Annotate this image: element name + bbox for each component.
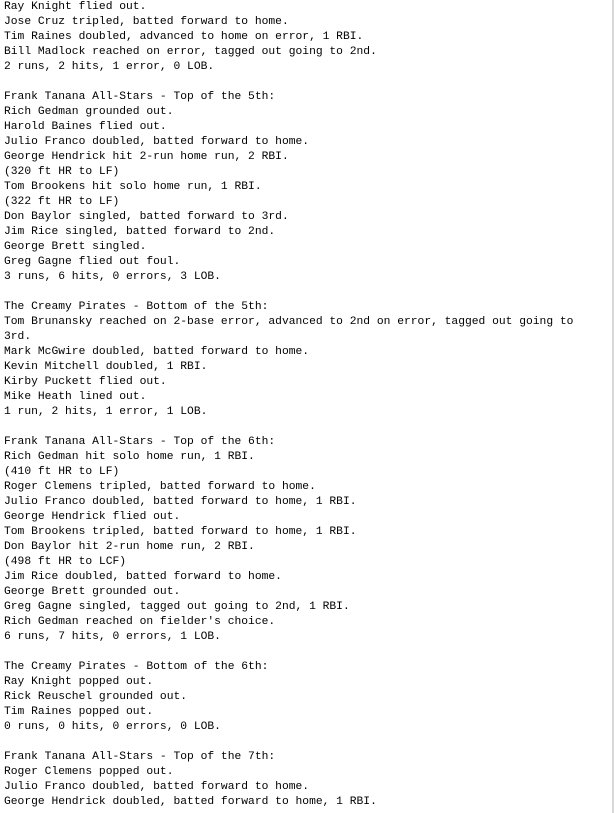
log-line: 2 runs, 2 hits, 1 error, 0 LOB. bbox=[4, 61, 215, 73]
log-line: Frank Tanana All-Stars - Top of the 5th: bbox=[4, 91, 276, 103]
log-line: Roger Clemens tripled, batted forward to home. bbox=[4, 481, 316, 493]
log-line: George Hendrick hit 2-run home run, 2 RBI. bbox=[4, 151, 289, 163]
log-line: Julio Franco doubled, batted forward to home. bbox=[4, 136, 310, 148]
log-line: George Hendrick flied out. bbox=[4, 511, 181, 523]
log-line: Tim Raines doubled, advanced to home on error, 1 RBI. bbox=[4, 31, 364, 43]
log-line: George Brett singled. bbox=[4, 241, 147, 253]
log-line: Tim Raines popped out. bbox=[4, 706, 154, 718]
log-line: Kirby Puckett flied out. bbox=[4, 376, 167, 388]
log-line: Tom Brunansky reached on 2-base error, advanced to 2nd on error, tagged out going to bbox=[4, 316, 574, 328]
log-line: Greg Gagne singled, tagged out going to 2nd, 1 RBI. bbox=[4, 601, 350, 613]
log-line: Rick Reuschel grounded out. bbox=[4, 691, 188, 703]
log-line: Tom Brookens hit solo home run, 1 RBI. bbox=[4, 181, 262, 193]
log-line: Greg Gagne flied out foul. bbox=[4, 256, 181, 268]
play-by-play-log bbox=[4, 0, 610, 810]
log-line: Bill Madlock reached on error, tagged out going to 2nd. bbox=[4, 46, 377, 58]
blank-line bbox=[4, 735, 610, 750]
log-line: Rich Gedman hit solo home run, 1 RBI. bbox=[4, 451, 255, 463]
log-line: Julio Franco doubled, batted forward to home. bbox=[4, 781, 310, 793]
log-line: (498 ft HR to LCF) bbox=[4, 556, 127, 568]
log-line: 6 runs, 7 hits, 0 errors, 1 LOB. bbox=[4, 631, 221, 643]
log-line: (410 ft HR to LF) bbox=[4, 466, 120, 478]
log-line: 0 runs, 0 hits, 0 errors, 0 LOB. bbox=[4, 721, 221, 733]
log-line: Don Baylor singled, batted forward to 3rd. bbox=[4, 211, 289, 223]
log-line: Jose Cruz tripled, batted forward to home. bbox=[4, 16, 289, 28]
log-line: Rich Gedman reached on fielder's choice. bbox=[4, 616, 276, 628]
log-line: 3rd. bbox=[4, 331, 32, 343]
log-line: Ray Knight flied out. bbox=[4, 1, 147, 13]
log-line: Mark McGwire doubled, batted forward to home. bbox=[4, 346, 310, 358]
log-line: 3 runs, 6 hits, 0 errors, 3 LOB. bbox=[4, 271, 221, 283]
log-line: Mike Heath lined out. bbox=[4, 391, 147, 403]
log-line: (320 ft HR to LF) bbox=[4, 166, 120, 178]
log-line: Ray Knight popped out. bbox=[4, 676, 154, 688]
log-line: The Creamy Pirates - Bottom of the 5th: bbox=[4, 301, 269, 313]
log-line: Jim Rice singled, batted forward to 2nd. bbox=[4, 226, 276, 238]
log-line: Jim Rice doubled, batted forward to home. bbox=[4, 571, 282, 583]
log-line: Julio Franco doubled, batted forward to home, 1 RBI. bbox=[4, 496, 357, 508]
log-line: Roger Clemens popped out. bbox=[4, 766, 174, 778]
blank-line bbox=[4, 285, 610, 300]
log-line: George Hendrick doubled, batted forward to home, 1 RBI. bbox=[4, 796, 377, 808]
log-line: The Creamy Pirates - Bottom of the 6th: bbox=[4, 661, 269, 673]
log-line: Frank Tanana All-Stars - Top of the 6th: bbox=[4, 436, 276, 448]
log-line: Don Baylor hit 2-run home run, 2 RBI. bbox=[4, 541, 255, 553]
blank-line bbox=[4, 75, 610, 90]
blank-line bbox=[4, 645, 610, 660]
log-line: Harold Baines flied out. bbox=[4, 121, 167, 133]
log-line: Rich Gedman grounded out. bbox=[4, 106, 174, 118]
log-line: George Brett grounded out. bbox=[4, 586, 181, 598]
log-line: Tom Brookens tripled, batted forward to home, 1 RBI. bbox=[4, 526, 357, 538]
log-line: (322 ft HR to LF) bbox=[4, 196, 120, 208]
log-line: Kevin Mitchell doubled, 1 RBI. bbox=[4, 361, 208, 373]
log-line: 1 run, 2 hits, 1 error, 1 LOB. bbox=[4, 406, 208, 418]
log-line: Frank Tanana All-Stars - Top of the 7th: bbox=[4, 751, 276, 763]
blank-line bbox=[4, 420, 610, 435]
